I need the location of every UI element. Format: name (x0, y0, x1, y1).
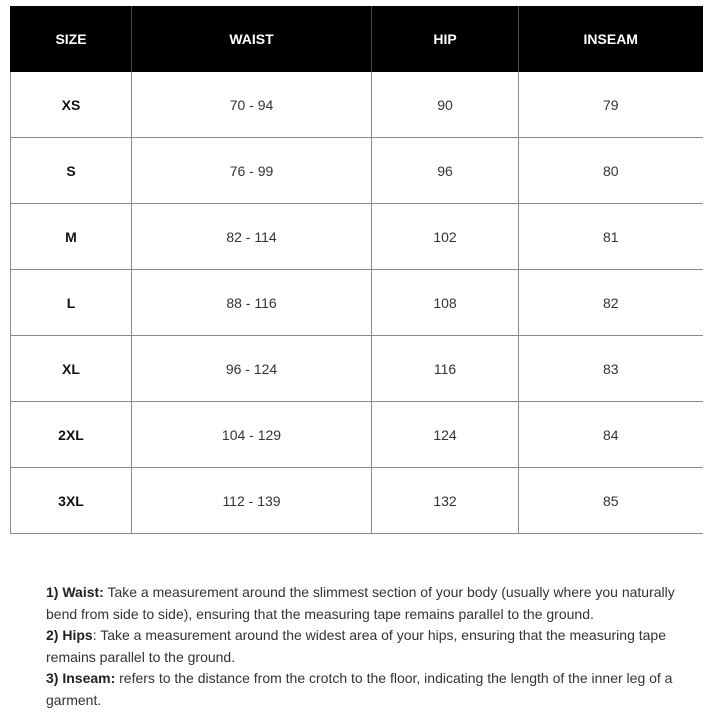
cell-waist: 70 - 94 (132, 72, 372, 138)
table-header (11, 6, 703, 72)
cell-size: S (11, 138, 132, 204)
note-label: 3) Inseam: (46, 670, 116, 686)
cell-hip: 124 (372, 402, 519, 468)
note-inseam (46, 668, 698, 711)
header-waist: WAIST (132, 6, 372, 72)
size-chart-table (10, 6, 703, 534)
cell-waist: 104 - 129 (132, 402, 372, 468)
table-row (11, 336, 703, 402)
table-row (11, 402, 703, 468)
table-row (11, 270, 703, 336)
measurement-notes (46, 582, 698, 711)
cell-hip: 96 (372, 138, 519, 204)
header-inseam: INSEAM (519, 6, 703, 72)
header-row (11, 6, 703, 72)
cell-inseam: 83 (519, 336, 703, 402)
table-body (11, 72, 703, 534)
cell-waist: 82 - 114 (132, 204, 372, 270)
cell-hip: 102 (372, 204, 519, 270)
header-size: SIZE (11, 6, 132, 72)
cell-waist: 96 - 124 (132, 336, 372, 402)
cell-size: XL (11, 336, 132, 402)
cell-hip: 116 (372, 336, 519, 402)
cell-waist: 112 - 139 (132, 468, 372, 534)
cell-hip: 132 (372, 468, 519, 534)
cell-waist: 76 - 99 (132, 138, 372, 204)
table-row (11, 138, 703, 204)
table-row (11, 72, 703, 138)
cell-inseam: 79 (519, 72, 703, 138)
header-hip: HIP (372, 6, 519, 72)
cell-size: M (11, 204, 132, 270)
cell-hip: 108 (372, 270, 519, 336)
note-text: : Take a measurement around the widest area of your hips, ensuring that the measuring tape remains parallel to the ground. (46, 627, 666, 665)
note-text: refers to the distance from the crotch to the floor, indicating the length of the inner leg of a garment. (46, 670, 673, 708)
cell-size: XS (11, 72, 132, 138)
note-text: Take a measurement around the slimmest section of your body (usually where you naturally bend from side to side), ensuring that the measuring tape remains parallel to the ground. (46, 584, 675, 622)
note-label: 1) Waist: (46, 584, 104, 600)
note-waist (46, 582, 698, 625)
cell-inseam: 82 (519, 270, 703, 336)
cell-inseam: 81 (519, 204, 703, 270)
note-hips (46, 625, 698, 668)
cell-size: L (11, 270, 132, 336)
table-row (11, 468, 703, 534)
note-label: 2) Hips (46, 627, 93, 643)
cell-waist: 88 - 116 (132, 270, 372, 336)
cell-size: 3XL (11, 468, 132, 534)
cell-inseam: 85 (519, 468, 703, 534)
table-row (11, 204, 703, 270)
cell-hip: 90 (372, 72, 519, 138)
cell-inseam: 84 (519, 402, 703, 468)
cell-size: 2XL (11, 402, 132, 468)
cell-inseam: 80 (519, 138, 703, 204)
